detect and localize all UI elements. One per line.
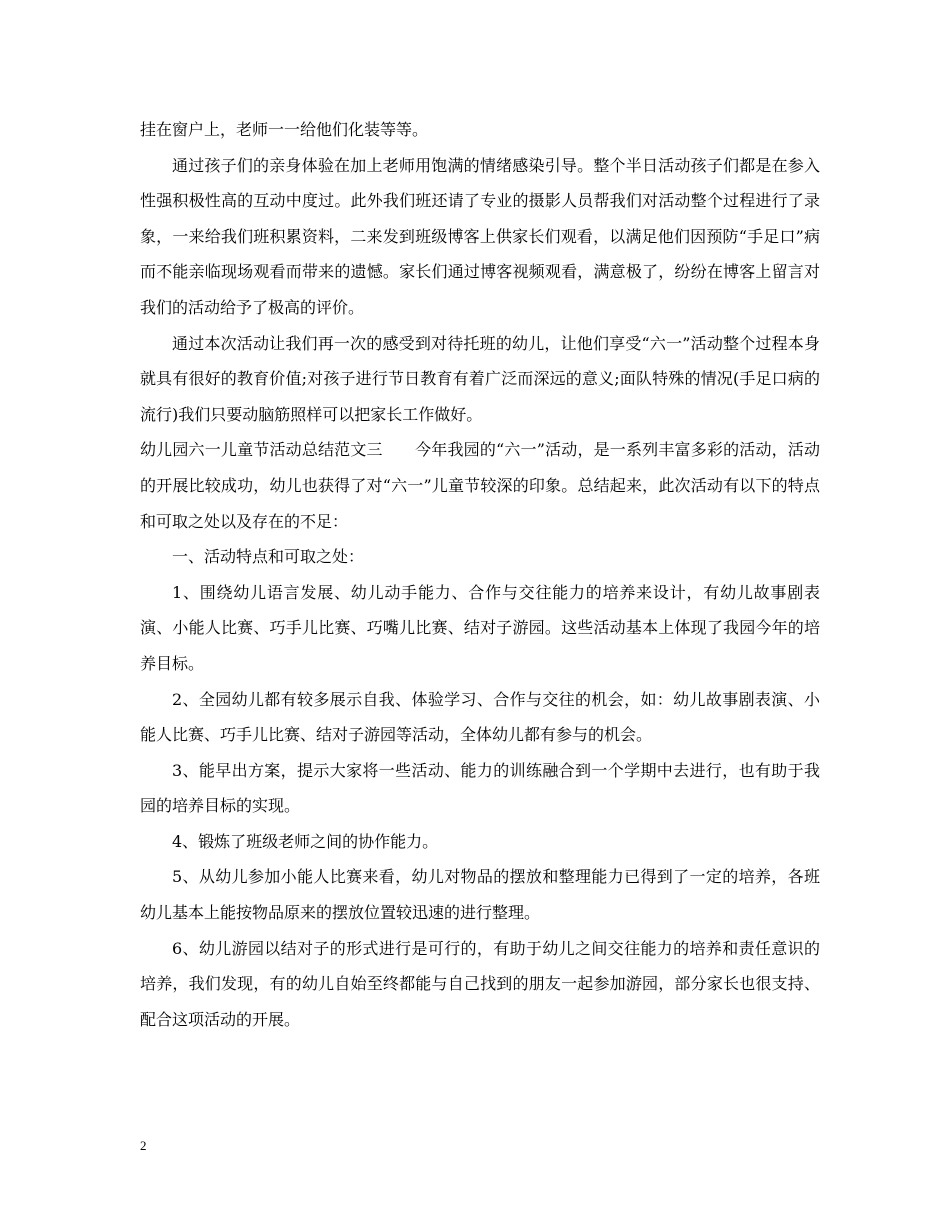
- paragraph-11: 6、幼儿游园以结对子的形式进行是可行的，有助于幼儿之间交往能力的培养和责任意识的培养，我们发现，有的幼儿自始至终都能与自己找到的朋友一起参加游园，部分家长也很支持、配合这项活动的开展。: [140, 938, 820, 1029]
- paragraph-9: 4、锻炼了班级老师之间的协作能力。: [172, 831, 439, 851]
- paragraph-7: 2、全园幼儿都有较多展示自我、体验学习、合作与交往的机会，如：幼儿故事剧表演、小能人比赛、巧手儿比赛、结对子游园等活动，全体幼儿都有参与的机会。: [140, 689, 820, 745]
- paragraph-1: 挂在窗户上，老师一一给他们化装等等。: [140, 120, 429, 139]
- paragraph-2: 通过孩子们的亲身体验在加上老师用饱满的情绪感染引导。整个半日活动孩子们都是在参入性强积极性高的互动中度过。此外我们班还请了专业的摄影人员帮我们对活动整个过程进行了录象，一来给我们班积累资料，二来发到班级博客上供家长们观看，以满足他们因预防“手足口”病而不能亲临现场观看而带来的遗憾。家长们通过博客视频观看，满意极了，纷纷在博客上留言对我们的活动给予了极高的评价。: [140, 155, 820, 317]
- paragraph-5: 一、活动特点和可取之处：: [172, 547, 365, 567]
- paragraph-4: 幼儿园六一儿童节活动总结范文三 今年我园的“六一”活动，是一系列丰富多彩的活动，活动的开展比较成功，幼儿也获得了对“六一”儿童节较深的印象。总结起来，此次活动有以下的特点和可取之处以及存在的不足：: [140, 440, 820, 531]
- paragraph-3: 通过本次活动让我们再一次的感受到对待托班的幼儿，让他们享受“六一”活动整个过程本身就具有很好的教育价值;对孩子进行节日教育有着广泛而深远的意义;面队特殊的情况(手足口病的流行)我们只要动脑筋照样可以把家长工作做好。: [140, 333, 820, 424]
- paragraph-10: 5、从幼儿参加小能人比赛来看，幼儿对物品的摆放和整理能力已得到了一定的培养，各班幼儿基本上能按物品原来的摆放位置较迅速的进行整理。: [140, 867, 820, 923]
- document-body: [140, 112, 820, 1037]
- paragraph-6: 1、围绕幼儿语言发展、幼儿动手能力、合作与交往能力的培养来设计，有幼儿故事剧表演、小能人比赛、巧手儿比赛、巧嘴儿比赛、结对子游园。这些活动基本上体现了我园今年的培养目标。: [140, 582, 820, 673]
- page-number: 2: [140, 1138, 147, 1153]
- paragraph-8: 3、能早出方案，提示大家将一些活动、能力的训练融合到一个学期中去进行，也有助于我园的培养目标的实现。: [140, 760, 820, 816]
